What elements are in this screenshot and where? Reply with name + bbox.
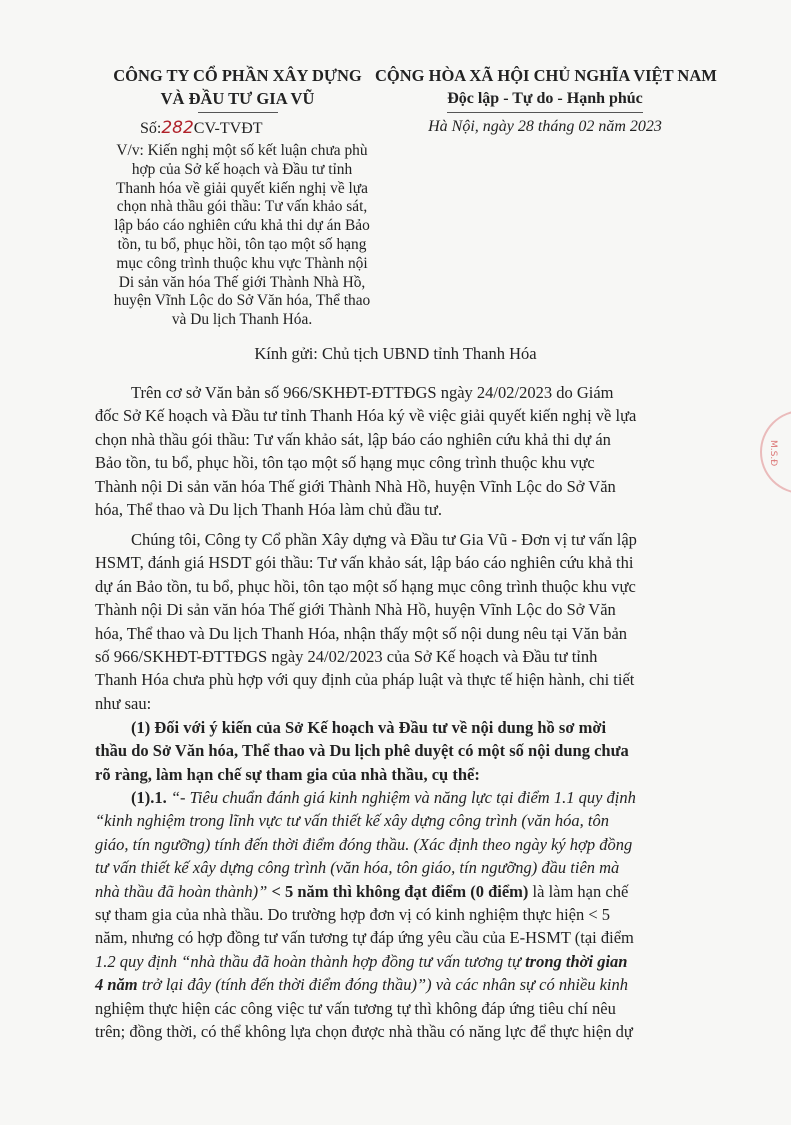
seal-stamp-text: M.S.Đ bbox=[768, 440, 778, 467]
item-first-line bbox=[95, 786, 715, 809]
quote-line: tư vấn thiết kế xây dựng công trình (văn hóa, tôn giáo, tín ngưỡng) đầu tiên mà bbox=[95, 858, 620, 878]
motto-underline bbox=[447, 112, 643, 113]
paragraph-line: Thành nội Di sản văn hóa Thế giới Thành Nhà Hồ, huyện Vĩnh Lộc do Sở Văn bbox=[95, 600, 616, 620]
paragraph-line: Trên cơ sở Văn bản số 966/SKHĐT-ĐTTĐGS ngày 24/02/2023 do Giám bbox=[131, 383, 614, 402]
quote-line: “kinh nghiệm trong lĩnh vực tư vấn thiết kế xây dựng công trình (văn hóa, tôn bbox=[95, 811, 609, 831]
subject-line: lập báo cáo nghiên cứu khả thi dự án Bảo bbox=[114, 217, 370, 235]
quote-text: “- Tiêu chuẩn đánh giá kinh nghiệm và năng lực tại điểm 1.1 quy định bbox=[170, 788, 636, 807]
date-line: Hà Nội, ngày 28 tháng 02 năm 2023 bbox=[428, 118, 662, 135]
company-underline bbox=[198, 112, 278, 113]
body-line: năm, nhưng có hợp đồng tư vấn tương tự đáp ứng yêu cầu của E-HSMT (tại điểm bbox=[95, 928, 634, 948]
paragraph-line: số 966/SKHĐT-ĐTTĐGS ngày 24/02/2023 của Sở Kế hoạch và Đầu tư tỉnh bbox=[95, 647, 598, 667]
heading-line: rõ ràng, làm hạn chế sự tham gia của nhà thầu, cụ thể: bbox=[95, 764, 480, 784]
subject-line: Di sản văn hóa Thế giới Thành Nhà Hồ, bbox=[118, 273, 366, 291]
quote-end: nhà thầu đã hoàn thành)” bbox=[95, 881, 272, 901]
paragraph-line: dự án Bảo tồn, tu bổ, phục hồi, tôn tạo một số hạng mục công trình thuộc khu vực bbox=[95, 576, 636, 596]
section-1-heading bbox=[95, 716, 715, 786]
subject-line: tồn, tu bổ, phục hồi, tôn tạo một số hạng bbox=[117, 235, 367, 253]
quote-line: giáo, tín ngưỡng) tính đến thời điểm đóng thầu. (Xác định theo ngày ký hợp đồng bbox=[95, 834, 633, 854]
subject-line: chọn nhà thầu gói thầu: Tư vấn khảo sát, bbox=[116, 198, 368, 216]
national-title: CỘNG HÒA XÃ HỘI CHỦ NGHĨA VIỆT NAM bbox=[375, 66, 717, 85]
heading-line: (1) Đối với ý kiến của Sở Kế hoạch và Đầu tư về nội dung hồ sơ mời bbox=[131, 718, 607, 737]
paragraph-line: Thanh Hóa chưa phù hợp với quy định của pháp luật và thực tế hiện hành, chi tiết bbox=[95, 670, 635, 690]
paragraph-line: như sau: bbox=[95, 693, 152, 713]
national-motto: Độc lập - Tự do - Hạnh phúc bbox=[447, 90, 643, 107]
paragraph-line: Thành nội Di sản văn hóa Thế giới Thành Nhà Hồ, huyện Vĩnh Lộc do Sở Văn bbox=[95, 476, 616, 496]
national-header bbox=[375, 64, 715, 113]
paragraph-line: hóa, Thể thao và Du lịch Thanh Hóa, nhận thấy một số nội dung nêu tại Văn bản bbox=[95, 623, 628, 643]
subject-block bbox=[92, 142, 392, 330]
company-header bbox=[100, 64, 375, 113]
body-line: sự tham gia của nhà thầu. Do trường hợp đơn vị có kinh nghiệm thực hiện < 5 bbox=[95, 905, 611, 925]
emphasis-text: 4 năm bbox=[95, 975, 138, 995]
doc-no-handwritten: 282 bbox=[161, 118, 194, 138]
item-label: (1).1. bbox=[131, 788, 167, 807]
doc-no-prefix: Số: bbox=[140, 120, 162, 137]
quote-text: 1.2 quy định “nhà thầu đã hoàn thành hợp đồng tư vấn tương tự bbox=[95, 951, 526, 971]
quote-line-mixed bbox=[95, 880, 715, 903]
item-1-1 bbox=[95, 786, 715, 1043]
paragraph-line: Bảo tồn, tu bổ, phục hồi, tôn tạo một số hạng mục công trình thuộc khu vực bbox=[95, 453, 595, 473]
subject-line: V/v: Kiến nghị một số kết luận chưa phù bbox=[116, 142, 368, 159]
heading-line: thầu do Sở Văn hóa, Thể thao và Du lịch phê duyệt có một số nội dung chưa bbox=[95, 741, 629, 761]
document-number bbox=[140, 118, 263, 138]
paragraph-line: chọn nhà thầu gói thầu: Tư vấn khảo sát, lập báo cáo nghiên cứu khả thi dự án bbox=[95, 429, 611, 449]
company-name-line2: VÀ ĐẦU TƯ GIA VŨ bbox=[160, 89, 315, 108]
paragraph-line: đốc Sở Kế hoạch và Đầu tư tỉnh Thanh Hóa ký về việc giải quyết kiến nghị về lựa bbox=[95, 406, 637, 426]
doc-no-suffix: CV-TVĐT bbox=[193, 120, 263, 137]
subject-line: hợp của Sở kế hoạch và Đầu tư tỉnh bbox=[131, 160, 353, 178]
body-line-mixed bbox=[95, 950, 715, 973]
body-text: là làm hạn chế bbox=[528, 881, 629, 901]
paragraph-line: hóa, Thể thao và Du lịch Thanh Hóa làm chủ đầu tư. bbox=[95, 500, 442, 520]
paragraph-line: Chúng tôi, Công ty Cổ phần Xây dựng và Đầu tư Gia Vũ - Đơn vị tư vấn lập bbox=[131, 530, 637, 549]
emphasis-text: trong thời gian bbox=[525, 951, 628, 971]
quote-text: trở lại đây (tính đến thời điểm đóng thầu)”) và các nhân sự có nhiều kinh bbox=[137, 975, 629, 995]
body-line: trên; đồng thời, có thể không lựa chọn được nhà thầu có năng lực để thực hiện dự bbox=[95, 1022, 633, 1042]
subject-line: mục công trình thuộc khu vực Thành nội bbox=[116, 254, 368, 272]
body-line: nghiệm thực hiện các công việc tư vấn tương tự thì không đáp ứng tiêu chí nêu bbox=[95, 998, 616, 1018]
company-name-line1: CÔNG TY CỔ PHẦN XÂY DỰNG bbox=[113, 66, 362, 85]
paragraph-line: HSMT, đánh giá HSDT gói thầu: Tư vấn khảo sát, lập báo cáo nghiên cứu khả thi bbox=[95, 553, 634, 573]
recipient-line: Kính gửi: Chủ tịch UBND tỉnh Thanh Hóa bbox=[254, 344, 537, 363]
paragraph-1 bbox=[95, 381, 715, 521]
subject-line: và Du lịch Thanh Hóa. bbox=[171, 311, 313, 329]
body-line-mixed bbox=[95, 973, 715, 996]
paragraph-2 bbox=[95, 528, 715, 715]
emphasis-text: < 5 năm thì không đạt điểm (0 điểm) bbox=[271, 881, 529, 901]
subject-line: huyện Vĩnh Lộc do Sở Văn hóa, Thể thao bbox=[113, 292, 371, 310]
subject-line: Thanh hóa về giải quyết kiến nghị về lựa bbox=[116, 179, 368, 197]
